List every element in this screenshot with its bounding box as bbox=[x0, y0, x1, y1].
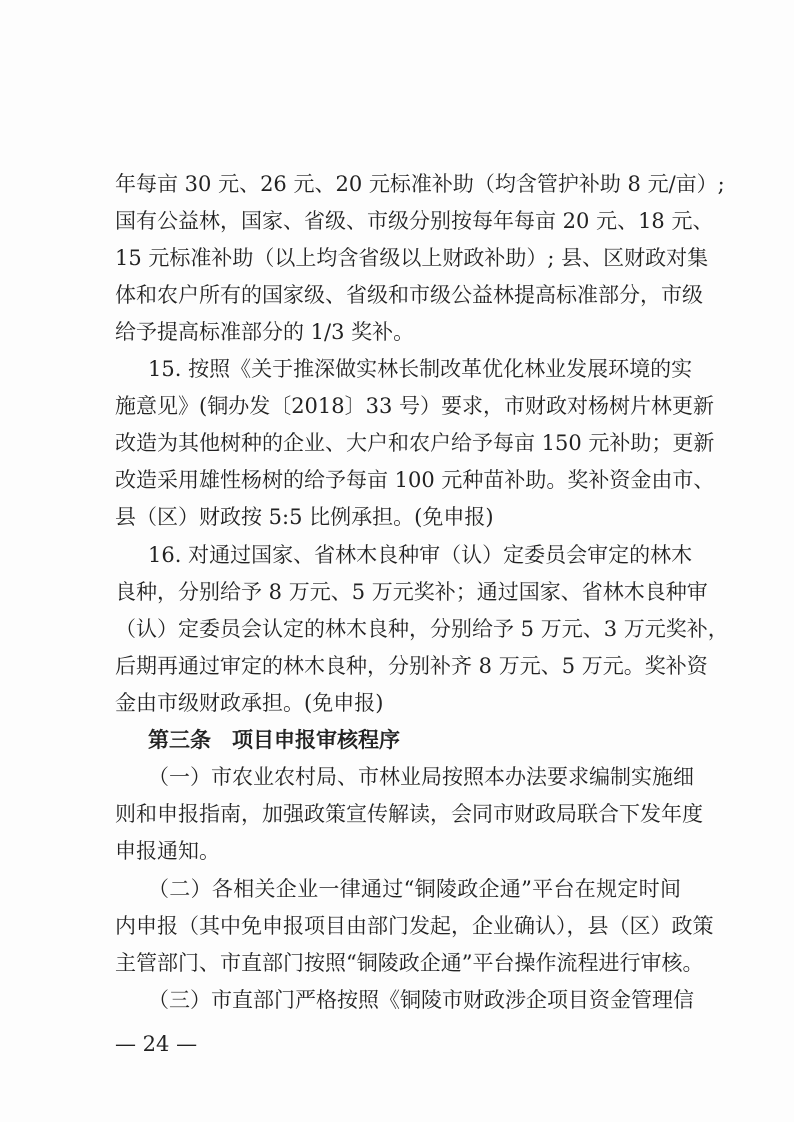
item-15-line: 15. 按照《关于推深做实林长制改革优化林业发展环境的实 bbox=[148, 357, 693, 381]
text-line: 15 元标准补助（以上均含省级以上财政补助）; 县、区财政对集 bbox=[115, 246, 709, 270]
text-line: 主管部门、市直部门按照“铜陵政企通”平台操作流程进行审核。 bbox=[115, 951, 704, 975]
item-16-line: 16. 对通过国家、省林木良种审（认）定委员会审定的林木 bbox=[148, 543, 693, 567]
clause-3-line: （三）市直部门严格按照《铜陵市财政涉企项目资金管理信 bbox=[148, 988, 694, 1012]
text-line: 年每亩 30 元、26 元、20 元标准补助（均含管护补助 8 元/亩）; bbox=[115, 172, 725, 196]
clause-2-line: （二）各相关企业一律通过“铜陵政企通”平台在规定时间 bbox=[148, 877, 681, 901]
clause-1-line: （一）市农业农村局、市林业局按照本办法要求编制实施细 bbox=[148, 765, 694, 789]
text-line: 给予提高标准部分的 1/3 奖补。 bbox=[115, 320, 415, 344]
page-number: — 24 — bbox=[115, 1032, 198, 1056]
text-line: 体和农户所有的国家级、省级和市级公益林提高标准部分，市级 bbox=[115, 283, 703, 307]
text-line: （认）定委员会认定的林木良种，分别给予 5 万元、3 万元奖补， bbox=[115, 617, 729, 641]
text-line: 改造采用雄性杨树的给予每亩 100 元种苗补助。奖补资金由市、 bbox=[115, 468, 715, 492]
text-line: 施意见》(铜办发〔2018〕33 号）要求，市财政对杨树片林更新 bbox=[115, 394, 715, 418]
text-line: 后期再通过审定的林木良种，分别补齐 8 万元、5 万元。奖补资 bbox=[115, 654, 708, 678]
text-line: 申报通知。 bbox=[115, 839, 220, 863]
text-line: 金由市级财政承担。(免申报) bbox=[115, 691, 384, 715]
text-line: 良种，分别给予 8 万元、5 万元奖补；通过国家、省林木良种审 bbox=[115, 580, 708, 604]
text-line: 县（区）财政按 5:5 比例承担。(免申报) bbox=[115, 505, 494, 529]
article-3-heading: 第三条 项目申报审核程序 bbox=[148, 728, 400, 752]
text-line: 内申报（其中免申报项目由部门发起，企业确认），县（区）政策 bbox=[115, 914, 714, 938]
text-line: 则和申报指南，加强政策宣传解读，会同市财政局联合下发年度 bbox=[115, 802, 703, 826]
text-line: 改造为其他树种的企业、大户和农户给予每亩 150 元补助；更新 bbox=[115, 431, 715, 455]
text-line: 国有公益林，国家、省级、市级分别按每年每亩 20 元、18 元、 bbox=[115, 209, 714, 233]
